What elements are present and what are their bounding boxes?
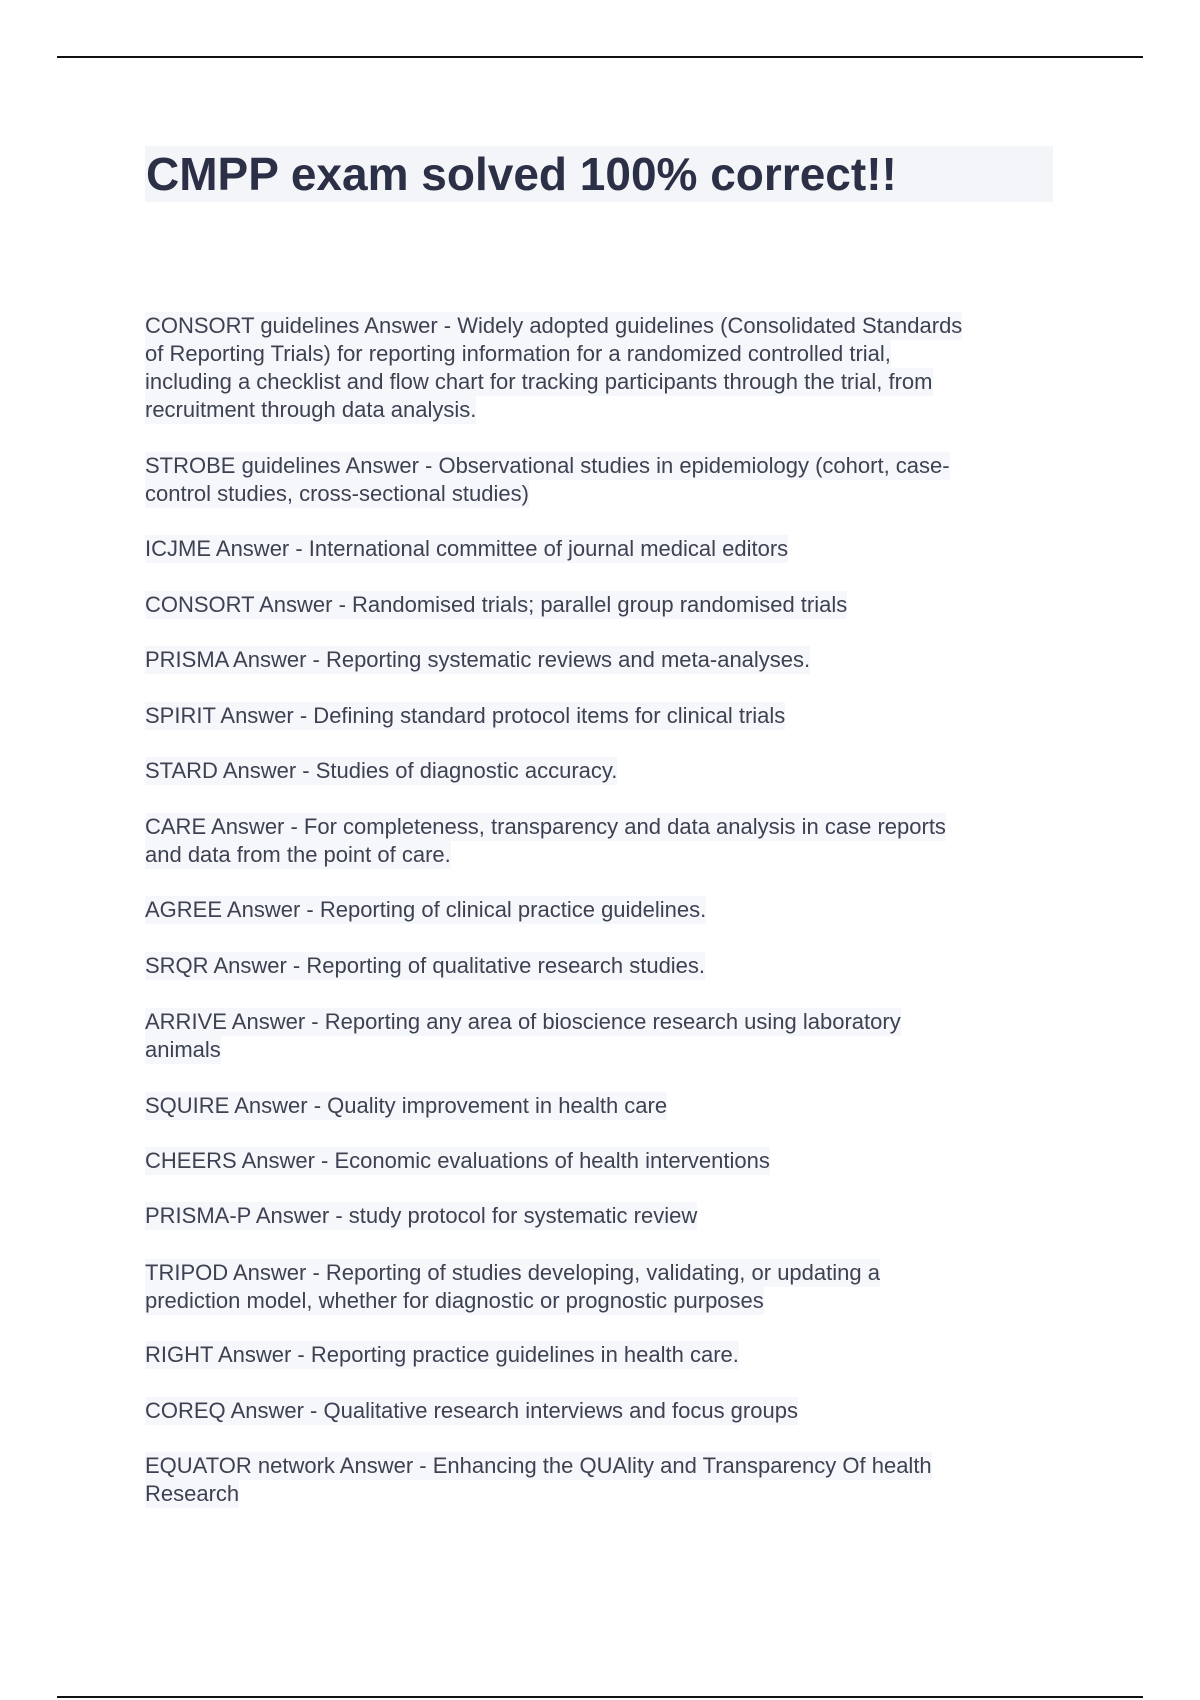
entry-line: CHEERS Answer - Economic evaluations of health interventions bbox=[145, 1148, 770, 1173]
qa-entry bbox=[145, 1202, 697, 1230]
qa-entry bbox=[145, 757, 617, 785]
entry-line: TRIPOD Answer - Reporting of studies developing, validating, or updating a bbox=[145, 1260, 880, 1285]
entry-line: CONSORT guidelines Answer - Widely adopted guidelines (Consolidated Standards bbox=[145, 313, 963, 338]
qa-entry bbox=[145, 535, 788, 563]
qa-entry bbox=[145, 702, 785, 730]
qa-entry bbox=[145, 1008, 901, 1064]
qa-entry bbox=[145, 813, 946, 869]
entry-line: including a checklist and flow chart for tracking participants through the trial, from bbox=[145, 369, 933, 394]
entry-line: RIGHT Answer - Reporting practice guidelines in health care. bbox=[145, 1342, 739, 1367]
entry-line: animals bbox=[145, 1037, 221, 1062]
entry-line: STROBE guidelines Answer - Observational studies in epidemiology (cohort, case- bbox=[145, 453, 950, 478]
entry-line: control studies, cross-sectional studies) bbox=[145, 481, 529, 506]
qa-entry bbox=[145, 1147, 770, 1175]
entry-line: of Reporting Trials) for reporting information for a randomized controlled trial, bbox=[145, 341, 891, 366]
entry-line: CARE Answer - For completeness, transparency and data analysis in case reports bbox=[145, 814, 946, 839]
qa-entry bbox=[145, 1341, 739, 1369]
entry-line: EQUATOR network Answer - Enhancing the QUAlity and Transparency Of health bbox=[145, 1453, 932, 1478]
qa-entry bbox=[145, 1452, 932, 1508]
entry-line: prediction model, whether for diagnostic or prognostic purposes bbox=[145, 1288, 764, 1313]
entry-line: STARD Answer - Studies of diagnostic accuracy. bbox=[145, 758, 618, 783]
qa-entry bbox=[145, 1092, 667, 1120]
qa-entry bbox=[145, 591, 847, 619]
entry-line: SRQR Answer - Reporting of qualitative research studies. bbox=[145, 953, 706, 978]
entry-line: recruitment through data analysis. bbox=[145, 397, 477, 422]
qa-entry bbox=[145, 1259, 880, 1315]
qa-entry bbox=[145, 452, 950, 508]
entry-line: ARRIVE Answer - Reporting any area of bioscience research using laboratory bbox=[145, 1009, 901, 1034]
qa-entry bbox=[145, 896, 706, 924]
bottom-rule bbox=[57, 1696, 1143, 1698]
entry-line: CONSORT Answer - Randomised trials; parallel group randomised trials bbox=[145, 592, 848, 617]
entry-line: PRISMA-P Answer - study protocol for systematic review bbox=[145, 1203, 698, 1228]
entry-line: COREQ Answer - Qualitative research interviews and focus groups bbox=[145, 1398, 798, 1423]
qa-entry bbox=[145, 952, 705, 980]
page-title: CMPP exam solved 100% correct!! bbox=[146, 148, 897, 200]
entry-line: SQUIRE Answer - Quality improvement in health care bbox=[145, 1093, 668, 1118]
qa-entry bbox=[145, 1397, 798, 1425]
qa-entry bbox=[145, 312, 962, 424]
entry-line: and data from the point of care. bbox=[145, 842, 451, 867]
entry-line: ICJME Answer - International committee of journal medical editors bbox=[145, 536, 789, 561]
qa-entry bbox=[145, 646, 810, 674]
entry-line: PRISMA Answer - Reporting systematic reviews and meta-analyses. bbox=[145, 647, 811, 672]
entry-line: AGREE Answer - Reporting of clinical practice guidelines. bbox=[145, 897, 707, 922]
entry-line: SPIRIT Answer - Defining standard protocol items for clinical trials bbox=[145, 703, 786, 728]
top-rule bbox=[57, 56, 1143, 58]
entry-line: Research bbox=[145, 1481, 240, 1506]
